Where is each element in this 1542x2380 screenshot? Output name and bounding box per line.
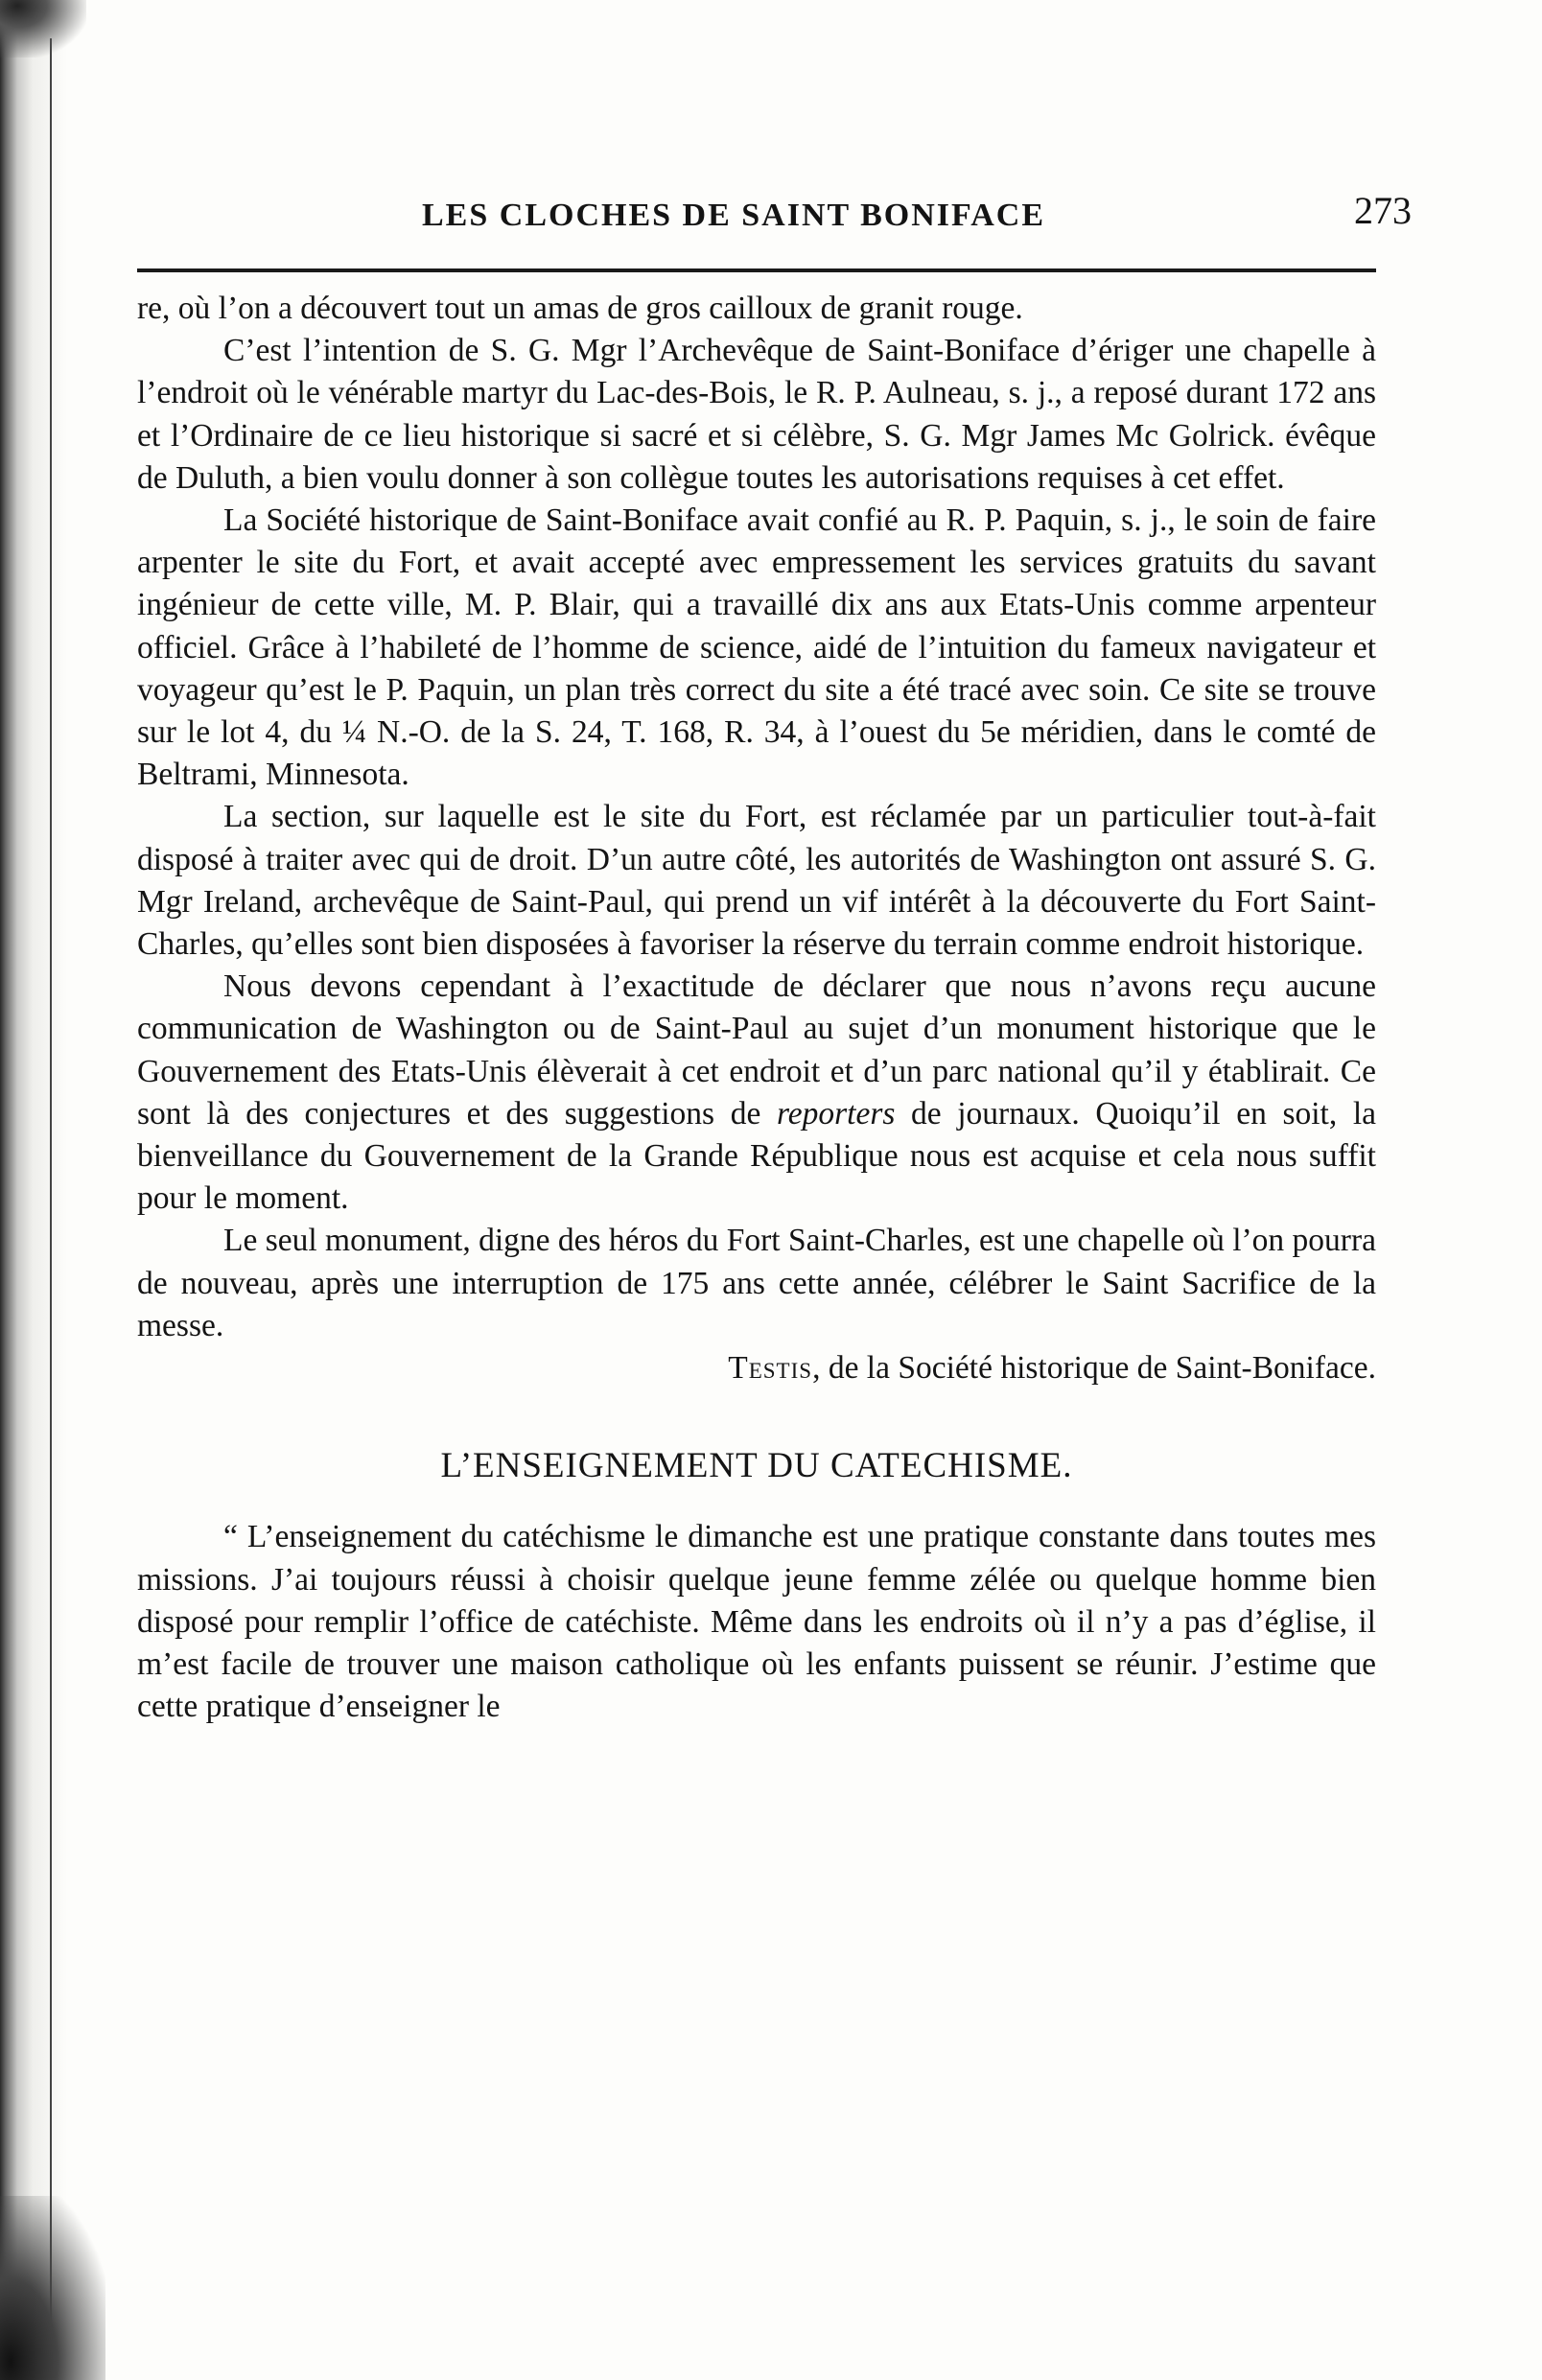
header-rule <box>137 268 1376 272</box>
page-header <box>134 180 1412 238</box>
paragraph-chapel: C’est l’intention de S. G. Mgr l’Archevêque de Saint-Boniface d’ériger une chapelle à l’endroit où le vénérable martyr du Lac-des-Bois, le R. P. Aulneau, s. j., a reposé durant 172 ans et l’Ordinaire de ce lieu historique si sacré et si célèbre, S. G. Mgr James Mc Golrick. évêque de Duluth, a bien voulu donner à son collègue toutes les autorisations requises à cet effet. <box>137 333 1376 496</box>
body-text <box>137 288 1376 1729</box>
paragraph-chapel-mass: Le seul monument, digne des héros du Fort Saint-Charles, est une chapelle où l’on pourra de nouveau, après une interruption de 175 ans cette année, célébrer le Saint Sacrifice de la messe. <box>137 1223 1376 1343</box>
paragraph-survey: La Société historique de Saint-Boniface avait confié au R. P. Paquin, s. j., le soin de faire arpenter le site du Fort, et avait accepté avec empressement les services gratuits du savant ingénieur de cette ville, M. P. Blair, qui a travaillé dix ans aux Etats-Unis comme arpenteur officiel. Grâce à l’habileté de l’homme de science, aidé de l’intuition du fameux navigateur et voyageur qu’est le P. Paquin, un plan très correct du site a été tracé avec soin. Ce site se trouve sur le lot 4, du ¼ N.-O. de la S. 24, T. 168, R. 34, à l’ouest du 5e méridien, dans le comté de Beltrami, Minnesota. <box>137 502 1376 793</box>
binding-edge-shadow <box>0 0 67 2380</box>
signature-affiliation: , de la Société historique de Saint-Boniface. <box>812 1350 1376 1387</box>
paragraph-monument <box>137 966 1376 1220</box>
binding-line <box>50 38 52 2359</box>
paragraph-section: La section, sur laquelle est le site du Fort, est réclamée par un particulier tout-à-fait disposé à traiter avec qui de droit. D’un autre côté, les autorités de Washington ont assuré S. G. Mgr Ireland, archevêque de Saint-Paul, qui prend un vif intérêt à la découverte du Fort Saint-Charles, qu’elles sont bien disposées à favoriser la réserve du terrain comme endroit historique. <box>137 799 1376 963</box>
page-number: 273 <box>1354 189 1412 232</box>
top-corner-smudge <box>0 0 86 58</box>
signature-name: Testis <box>728 1350 813 1387</box>
running-title: LES CLOCHES DE SAINT BONIFACE <box>422 198 1046 233</box>
bottom-corner-smudge <box>0 2196 105 2380</box>
section-heading: L’ENSEIGNEMENT DU CATECHISME. <box>440 1446 1073 1486</box>
paragraph-catechism: “ L’enseignement du catéchisme le dimanche est une pratique constante dans toutes mes missions. J’ai toujours réussi à choisir quelque jeune femme zélée ou quelque homme bien disposé pour remplir l’office de catéchiste. Même dans les endroits où il n’y a pas d’église, il m’est facile de trouver une maison catholique où les enfants puissent se réunir. J’estime que cette pratique d’enseigner le <box>137 1519 1376 1725</box>
signature <box>137 1347 1376 1389</box>
paragraph-monument-text: Nous devons cependant à l’exactitude de déclarer que nous n’avons reçu aucune communication de Washington ou de Saint-Paul au sujet d’un monument historique que le Gouvernement des Etats-Unis élèverait à cet endroit et d’un parc national qu’il y établirait. Ce sont là des conjectures et des suggestions de <box>137 968 1376 1132</box>
italic-reporters: reporters <box>776 1095 896 1132</box>
paragraph-monument-text-end: de journaux. Quoiqu’il en soit, la bienveillance du Gouvernement de la Grande République nous est acquise et cela nous suffit pour le moment. <box>137 1095 1377 1217</box>
paragraph-continuation: re, où l’on a découvert tout un amas de gros cailloux de granit rouge. <box>137 291 1023 326</box>
